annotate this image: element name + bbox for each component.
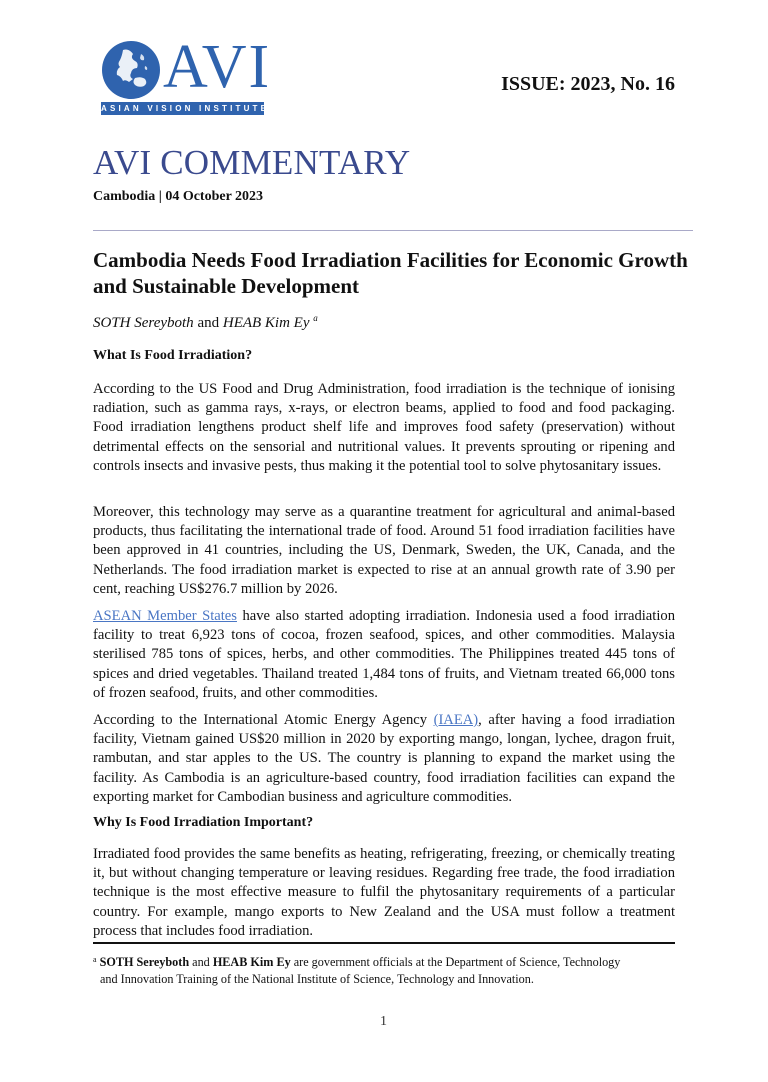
logo-wordmark: AVI	[163, 33, 272, 101]
logo-subtitle: ASIAN VISION INSTITUTE	[101, 104, 270, 113]
author-line	[93, 313, 318, 332]
article-title: Cambodia Needs Food Irradiation Facilities for Economic Growth and Sustainable Development	[93, 248, 688, 298]
body-paragraph: ASEAN Member States have also started adopting irradiation. Indonesia used a food irradiation facility to treat 6,923 tons of cocoa, frozen seafood, spices, and other commodities. Malaysia sterilised 785 tons of spices, herbs, and other commodities. The Philippines treated 445 tons of spices and dried vegetables. Thailand treated 1,484 tons of fruits, and Vietnam treated 66,000 tons of frozen seafood, fruits, and other commodities.	[93, 608, 675, 701]
page-number: 1	[380, 1014, 387, 1029]
body-paragraph: Moreover, this technology may serve as a quarantine treatment for agricultural and animal-based products, thus facilitating the international trade of food. Around 51 food irradiation facilities have been approved in 41 countries, including the US, Denmark, Sweden, the UK, Canada, and the Netherlands. The food irradiation market is expected to rise at an annual growth rate of 3.90 per cent, reaching US$276.7 million by 2026.	[93, 504, 675, 597]
author-name: SOTH Sereyboth	[93, 315, 194, 331]
author-name: HEAB Kim Ey	[222, 315, 310, 331]
dateline: Cambodia | 04 October 2023	[93, 189, 264, 204]
header-divider	[93, 230, 693, 231]
iaea-link[interactable]: (IAEA)	[433, 712, 479, 728]
globe-icon	[101, 40, 161, 100]
footnote-marker: a	[93, 955, 97, 964]
footnote-divider	[93, 942, 675, 944]
footnote-marker: a	[313, 313, 318, 323]
body-paragraph: According to the US Food and Drug Administration, food irradiation is the technique of ionising radiation, such as gamma rays, x-rays, or electron beams, applied to food and food packaging. Food irradiation lengthens product shelf life and improves food safety (preservation) without detrimental effects on the sensorial and nutritional values. It prevents sprouting or ripening and controls insects and invasive pests, thus making it the potential tool to solve phytosanitary issues.	[93, 381, 675, 474]
section-heading: Why Is Food Irradiation Important?	[93, 815, 314, 830]
body-paragraph: According to the International Atomic Energy Agency (IAEA), after having a food irradiation facility, Vietnam gained US$20 million in 2020 by exporting mango, longan, lychee, dragon fruit, rambutan, and star apples to the US. The country is planning to expand the market using the facility. As Cambodia is an agriculture-based country, food irradiation facilities can expand the exporting market for Cambodian business and agriculture commodities.	[93, 712, 675, 805]
section-heading: What Is Food Irradiation?	[93, 348, 253, 363]
asean-member-states-link[interactable]: ASEAN Member States	[93, 608, 237, 624]
issue-number: ISSUE: 2023, No. 16	[501, 73, 675, 95]
series-title: AVI COMMENTARY	[93, 143, 411, 182]
footnote: $^a$ SOTH Sereyboth and HEAB Kim Ey are government officials at the Department of Science, Technology and Innovation Training of the National Institute of Science, Technology and Innovation.	[93, 955, 621, 986]
avi-logo	[101, 33, 272, 115]
author-conjunction: and	[193, 315, 223, 331]
body-paragraph: Irradiated food provides the same benefits as heating, refrigerating, freezing, or chemically treating it, but without changing temperature or leaving residues. Regarding free trade, the food irradiation technique is the most effective measure to fulfil the phytosanitary requirements of a particular country. For example, mango exports to New Zealand and the USA must follow a treatment process that includes food irradiation.	[93, 846, 675, 939]
